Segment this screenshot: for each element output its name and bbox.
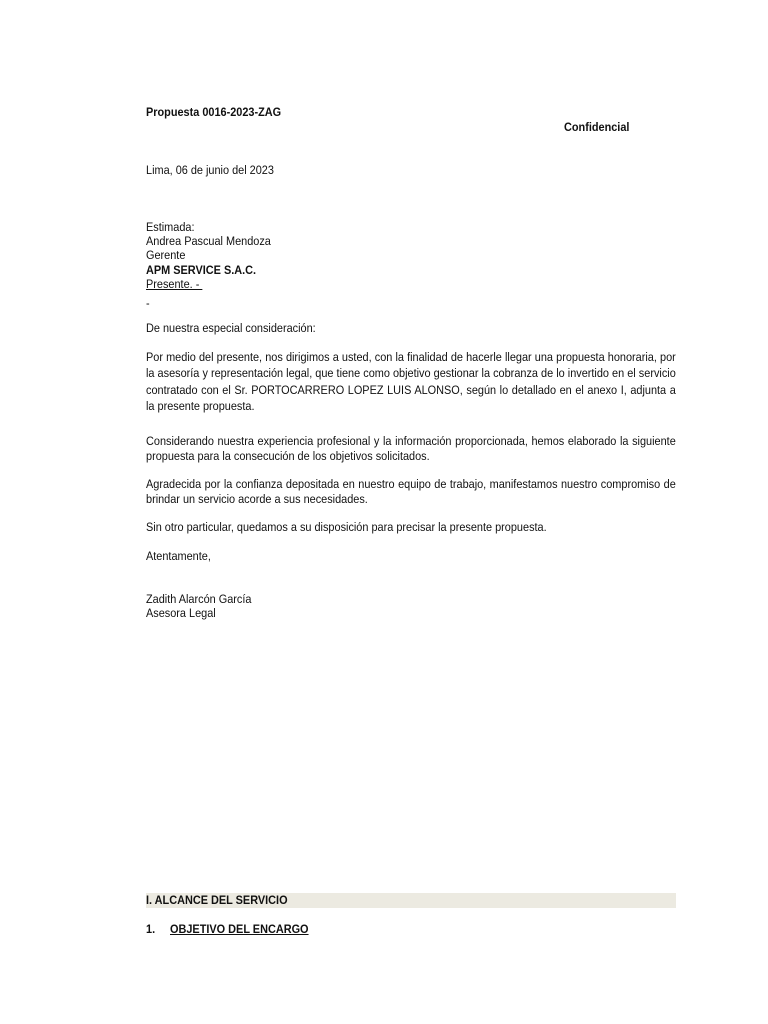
recipient-role: Gerente (146, 248, 186, 262)
section-item-number: 1. (146, 922, 156, 936)
confidential-label: Confidencial (564, 120, 630, 134)
recipient-company: APM SERVICE S.A.C. (146, 263, 257, 277)
signature-name: Zadith Alarcón García (146, 592, 252, 606)
section-heading: I. ALCANCE DEL SERVICIO (146, 893, 288, 907)
closing: Atentamente, (146, 549, 211, 563)
recipient-name: Andrea Pascual Mendoza (146, 234, 271, 248)
recipient-present: Presente. - (146, 277, 203, 291)
section-item-title: OBJETIVO DEL ENCARGO (170, 922, 309, 936)
proposal-number: Propuesta 0016-2023-ZAG (146, 105, 282, 119)
paragraph-intro: Por medio del presente, nos dirigimos a usted, con la finalidad de hacerle llegar una propuesta honoraria, por la asesoría y representación legal, que tiene como objetivo gestionar la cobranza de lo invertido en el servicio contratado con el Sr. PORTOCARRERO LOPEZ LUIS ALONSO, según lo detallado en el anexo I, adjunta a la presente propuesta. (146, 350, 676, 413)
recipient-salutation: Estimada: (146, 220, 195, 234)
recipient-dash: - (146, 296, 150, 310)
date-line: Lima, 06 de junio del 2023 (146, 163, 274, 177)
greeting: De nuestra especial consideración: (146, 321, 316, 335)
paragraph-availability: Sin otro particular, quedamos a su disposición para precisar la presente propuesta. (146, 520, 547, 534)
paragraph-gratitude: Agradecida por la confianza depositada en nuestro equipo de trabajo, manifestamos nuestro compromiso de brindar un servicio acorde a sus necesidades. (146, 477, 676, 506)
signature-title: Asesora Legal (146, 606, 216, 620)
paragraph-experience: Considerando nuestra experiencia profesional y la información proporcionada, hemos elaborado la siguiente propuesta para la consecución de los objetivos solicitados. (146, 434, 676, 463)
